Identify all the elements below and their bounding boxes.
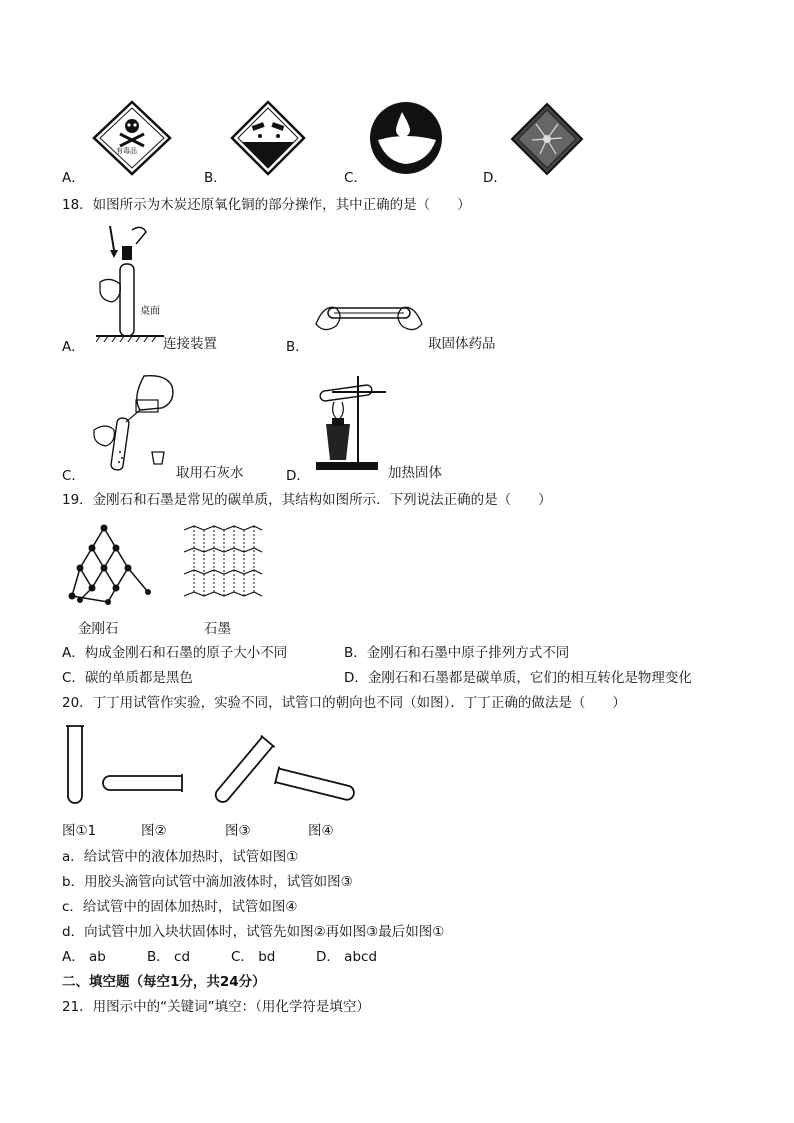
- q17-option-b: B．: [204, 170, 227, 186]
- q18-a-figure-text: 桌面: [140, 306, 160, 317]
- q20-option-c: C． bd: [231, 949, 276, 965]
- q20-question: 20．丁丁用试管作实验，实验不同，试管口的朝向也不同（如图）．丁丁正确的做法是（ ）: [62, 695, 626, 711]
- graphite-label: 石墨: [204, 621, 231, 637]
- q20-item-c: c．给试管中的固体加热时，试管如图④: [62, 899, 298, 915]
- q20-item-d: d．向试管中加入块状固体时，试管先如图②再如图③最后如图①: [62, 924, 445, 940]
- q17-option-a: A．: [62, 170, 85, 186]
- q18-question: 18．如图所示为木炭还原氧化铜的部分操作，其中正确的是（ ）: [62, 197, 471, 213]
- q18-d-caption: 加热固体: [388, 465, 442, 481]
- q19-option-b: B．金刚石和石墨中原子排列方式不同: [344, 645, 570, 661]
- fig-label-1: 图①1: [62, 823, 97, 839]
- q18-c-caption: 取用石灰水: [176, 465, 244, 481]
- explosive-sign-icon: [510, 102, 584, 176]
- q18-c-figure: [92, 372, 178, 472]
- q18-option-c: C．: [62, 468, 85, 484]
- q18-d-figure: [312, 374, 388, 472]
- q20-option-b: B． cd: [147, 949, 191, 965]
- q19-option-a: A．构成金刚石和石墨的原子大小不同: [62, 645, 288, 661]
- q18-b-figure: [314, 294, 424, 338]
- q18-option-a: A．: [62, 339, 85, 355]
- flammable-liquid-sign-icon: [368, 100, 444, 176]
- q20-item-a: a．给试管中的液体加热时，试管如图①: [62, 849, 299, 865]
- q18-a-figure: [96, 224, 166, 344]
- test-tube-figures: [62, 722, 362, 814]
- q19-option-c: C．碳的单质都是黑色: [62, 670, 193, 686]
- corrosive-sign-icon: [230, 100, 306, 176]
- graphite-structure-figure: [180, 524, 264, 604]
- q19-question: 19．金刚石和石墨是常见的碳单质，其结构如图所示．下列说法正确的是（ ）: [62, 492, 552, 508]
- q17-option-d: D．: [483, 170, 507, 186]
- q20-option-a: A． ab: [62, 949, 106, 965]
- toxic-sign-text: 有毒品: [116, 147, 137, 155]
- diamond-structure-figure: [68, 522, 156, 606]
- toxic-sign-icon: [92, 100, 172, 176]
- q18-option-d: D．: [286, 468, 310, 484]
- diamond-label: 金刚石: [78, 621, 119, 637]
- q20-item-b: b．用胶头滴管向试管中滴加液体时，试管如图③: [62, 874, 353, 890]
- q18-option-b: B．: [286, 339, 309, 355]
- fig-label-4: 图④: [308, 823, 334, 839]
- fig-label-2: 图②: [141, 823, 167, 839]
- q21-question: 21．用图示中的“关键词”填空：（用化学符是填空）: [62, 999, 370, 1015]
- section-title: 二、填空题（每空1分，共24分）: [62, 974, 266, 990]
- q17-option-c: C．: [344, 170, 367, 186]
- q18-b-caption: 取固体药品: [428, 336, 496, 352]
- q20-option-d: D． abcd: [316, 949, 378, 965]
- fig-label-3: 图③: [225, 823, 251, 839]
- q18-a-caption: 连接装置: [163, 336, 217, 352]
- q19-option-d: D．金刚石和石墨都是碳单质，它们的相互转化是物理变化: [344, 670, 692, 686]
